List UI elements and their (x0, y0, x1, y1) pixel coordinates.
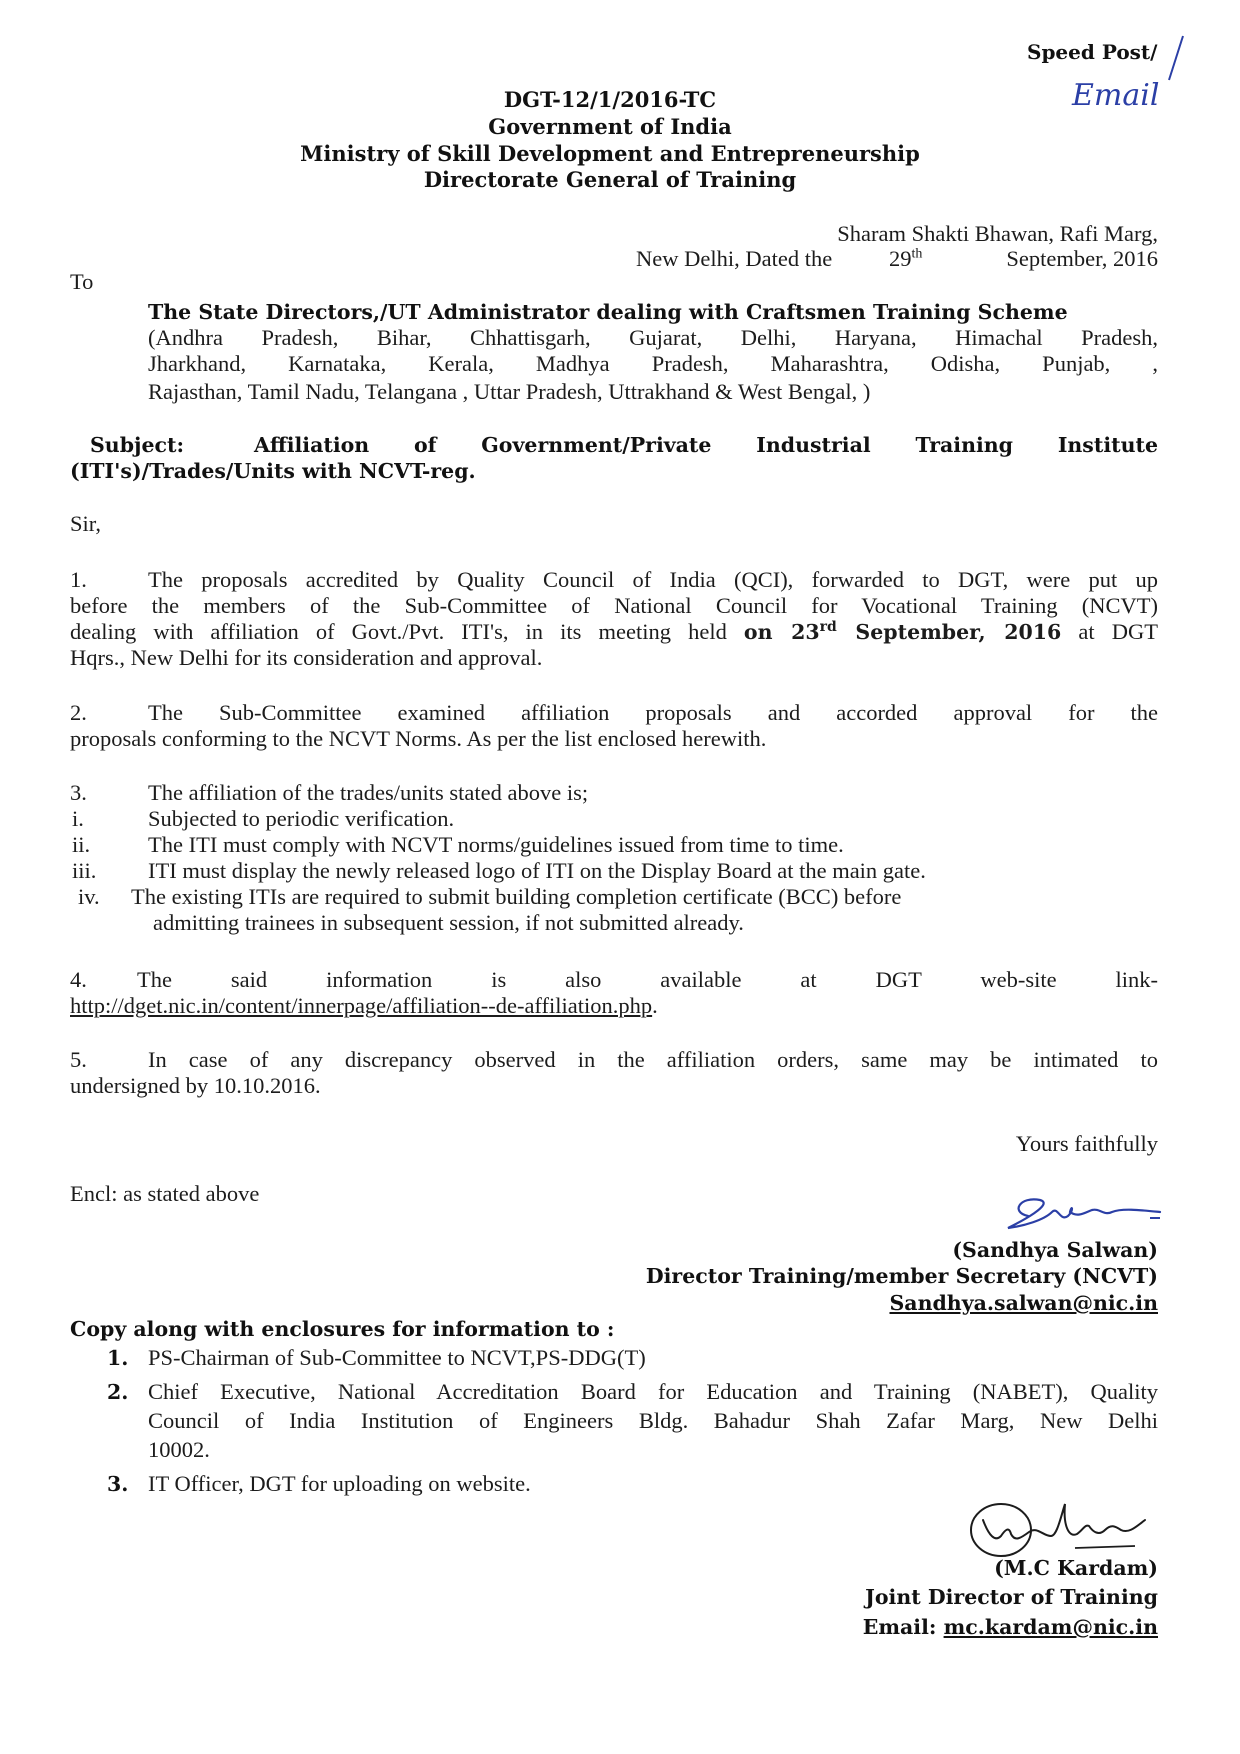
meeting-date-month: September, 2016 (836, 620, 1062, 644)
ministry-line: Ministry of Skill Development and Entrepreneurship (300, 141, 920, 166)
para-4-line-1: The said information is also available at DGT web-site link- (137, 967, 1158, 992)
para-1-line-1: The proposals accredited by Quality Council of India (QCI), forwarded to DGT, were put up (148, 567, 1158, 592)
para-5-number: 5. (70, 1047, 87, 1072)
para-1-line-3-text: dealing with affiliation of Govt./Pvt. ITI's, in its meeting held (70, 619, 744, 644)
date-month-year: September, 2016 (1006, 246, 1158, 271)
para-1-line-2: before the members of the Sub-Committee of National Council for Vocational Training (NCVT) (70, 593, 1158, 618)
signer-2-email-line (863, 1615, 1158, 1639)
para-3-item-num: i. (72, 806, 84, 831)
para-4-number: 4. (70, 967, 87, 992)
para-4-link-end: . (652, 993, 658, 1018)
para-1-number: 1. (70, 567, 87, 592)
copy-heading: Copy along with enclosures for information to : (70, 1317, 615, 1341)
para-4-line-2 (70, 993, 658, 1019)
date-day-suffix: th (911, 246, 923, 262)
slash-mark-icon (1165, 34, 1185, 82)
states-line-1: (Andhra Pradesh, Bihar, Chhattisgarh, Gujarat, Delhi, Haryana, Himachal Pradesh, (148, 325, 1158, 350)
date-day (889, 246, 922, 272)
para-3-item-num: ii. (72, 832, 91, 857)
copy-item-text: PS-Chairman of Sub-Committee to NCVT,PS-DDG(T) (148, 1345, 646, 1370)
para-3-item-text: ITI must display the newly released logo of ITI on the Display Board at the main gate. (148, 858, 926, 883)
para-5-line-1: In case of any discrepancy observed in the affiliation orders, same may be intimated to (148, 1047, 1158, 1072)
para-3-item-text: Subjected to periodic verification. (148, 806, 455, 831)
date-prefix: New Delhi, Dated the (636, 246, 833, 271)
para-1-line-4: Hqrs., New Delhi for its consideration and approval. (70, 645, 543, 670)
to-label: To (70, 269, 94, 294)
subject-line-2: (ITI's)/Trades/Units with NCVT-reg. (70, 459, 476, 483)
para-3-item-4-continuation: admitting trainees in subsequent session, if not submitted already. (153, 910, 744, 935)
signer-1-title: Director Training/member Secretary (NCVT) (645, 1264, 1158, 1288)
para-3-intro: The affiliation of the trades/units stated above is; (148, 780, 589, 805)
file-number: DGT-12/1/2016-TC (503, 87, 717, 112)
directorate-line: Directorate General of Training (423, 167, 797, 192)
government-line: Government of India (488, 114, 732, 139)
address-line: Sharam Shakti Bhawan, Rafi Marg, (837, 221, 1158, 246)
meeting-date-suffix: rd (819, 619, 837, 636)
para-3-item-num: iii. (72, 858, 97, 883)
signer-2-name: (M.C Kardam) (994, 1556, 1158, 1580)
email-handwritten-note: Email (1072, 78, 1160, 113)
para-3-item-text: The existing ITIs are required to submit building completion certificate (BCC) before (131, 884, 902, 909)
states-line-2: Jharkhand, Karnataka, Kerala, Madhya Pradesh, Maharashtra, Odisha, Punjab, , (148, 351, 1158, 376)
enclosure-note: Encl: as stated above (70, 1181, 260, 1206)
para-3-number: 3. (70, 780, 87, 805)
copy-item-text-cont: 10002. (148, 1437, 210, 1462)
para-5-line-2: undersigned by 10.10.2016. (70, 1073, 321, 1098)
para-2-line-2: proposals conforming to the NCVT Norms. As per the list enclosed herewith. (70, 726, 767, 751)
copy-item-text-cont: Council of India Institution of Engineers Bldg. Bahadur Shah Zafar Marg, New Delhi (148, 1408, 1158, 1433)
affiliation-web-link[interactable]: http://dget.nic.in/content/innerpage/affiliation--de-affiliation.php (70, 993, 653, 1018)
salutation: Sir, (70, 511, 101, 536)
para-1-line-3 (70, 619, 1158, 645)
signer-2-email-label: Email: (862, 1615, 937, 1639)
para-3-item-text: The ITI must comply with NCVT norms/guidelines issued from time to time. (148, 832, 844, 857)
copy-item-text: IT Officer, DGT for uploading on website. (148, 1471, 531, 1496)
copy-item-text: Chief Executive, National Accreditation Board for Education and Training (NABET), Quality (148, 1379, 1158, 1404)
subject-label: Subject: (90, 433, 185, 457)
para-2-number: 2. (70, 700, 87, 725)
copy-item-num: 1. (107, 1346, 129, 1370)
signer-2-title: Joint Director of Training (865, 1585, 1158, 1609)
yours-faithfully: Yours faithfully (1015, 1131, 1158, 1156)
recipient-line: The State Directors,/UT Administrator dealing with Craftsmen Training Scheme (148, 300, 1068, 324)
copy-item-num: 3. (107, 1472, 129, 1496)
signer-1-name: (Sandhya Salwan) (952, 1238, 1158, 1262)
signature-sandhya-salwan (1000, 1182, 1170, 1242)
subject-line-1: Affiliation of Government/Private Industrial Training Institute (254, 433, 1158, 457)
states-line-3: Rajasthan, Tamil Nadu, Telangana , Uttar Pradesh, Uttrakhand & West Bengal, ) (148, 379, 871, 404)
signer-1-email[interactable]: Sandhya.salwan@nic.in (889, 1291, 1158, 1315)
meeting-date-bold (744, 620, 1061, 644)
para-2-line-1: The Sub-Committee examined affiliation proposals and accorded approval for the (148, 700, 1158, 725)
para-1-line-3-end: at DGT (1061, 619, 1158, 644)
para-3-item-num: iv. (78, 884, 100, 909)
speed-post-label: Speed Post/ (1027, 40, 1158, 64)
meeting-date-on: on 23 (743, 620, 820, 644)
signer-2-email[interactable]: mc.kardam@nic.in (943, 1615, 1158, 1639)
copy-item-num: 2. (107, 1380, 129, 1404)
date-day-number: 29 (889, 246, 912, 271)
